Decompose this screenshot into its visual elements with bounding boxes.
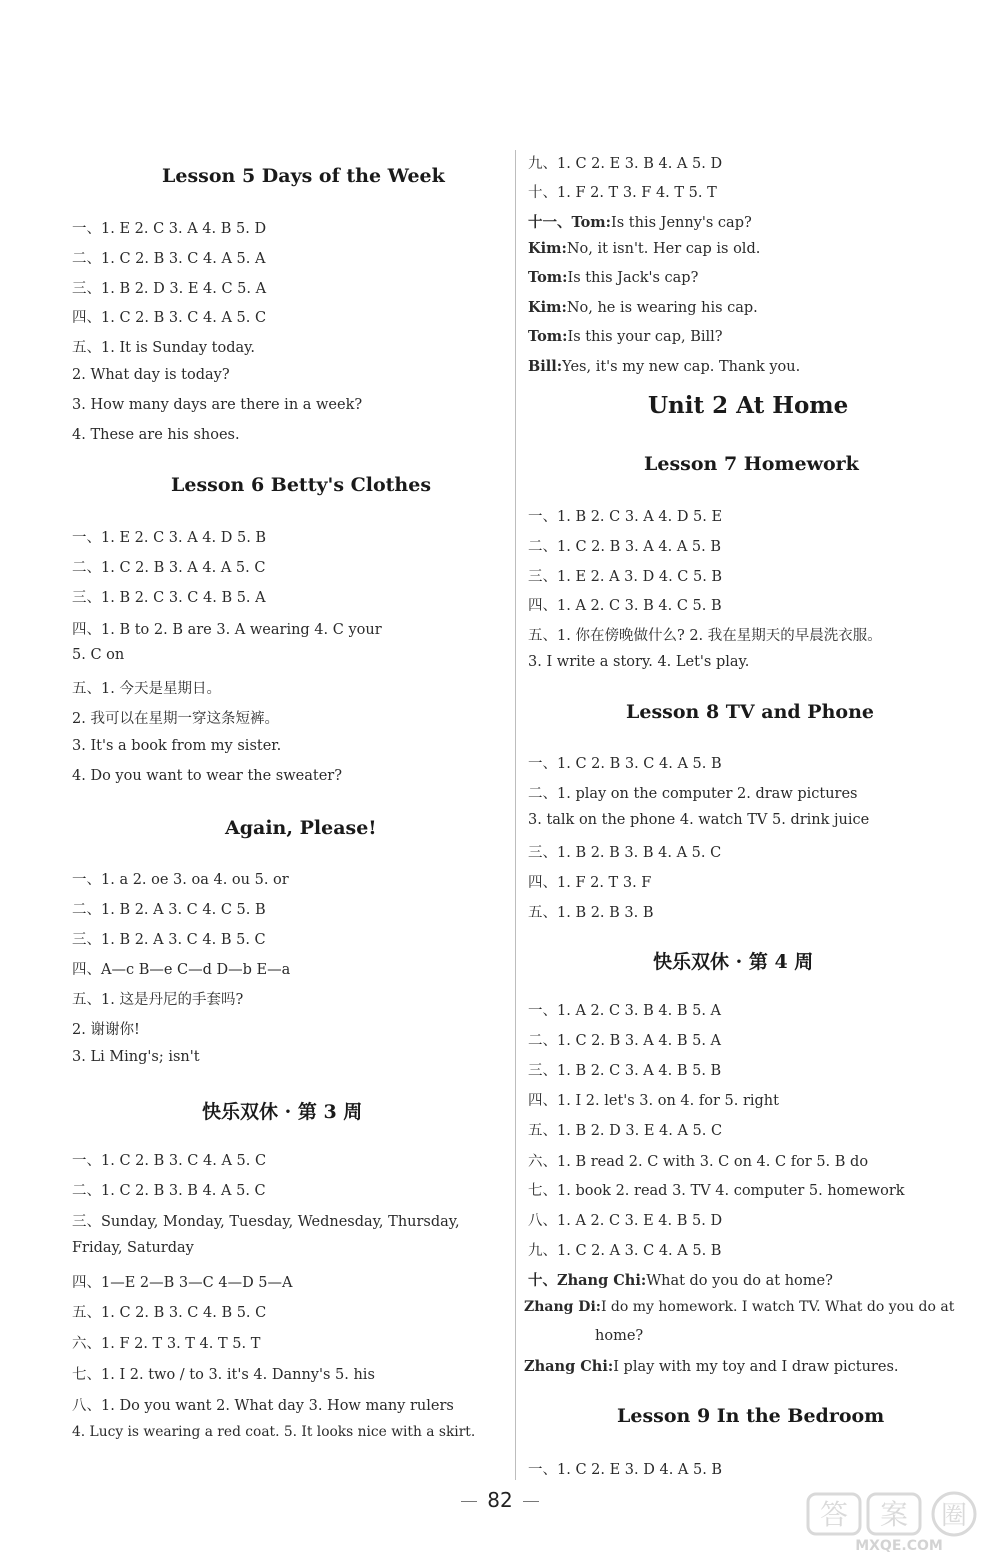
dialog-text: home? — [595, 1328, 644, 1344]
dialog-line — [528, 358, 800, 375]
answer-line: 四、A—c B—e C—d D—b E—a — [72, 962, 291, 978]
lesson5-title: Lesson 5 Days of the Week — [162, 165, 445, 187]
answer-line: 八、1. A 2. C 3. E 4. B 5. D — [528, 1213, 723, 1229]
dialog-text: I play with my toy and I draw pictures. — [613, 1359, 899, 1375]
dialog-line — [528, 240, 760, 257]
lesson9-title: Lesson 9 In the Bedroom — [617, 1405, 885, 1427]
answer-line: 二、1. C 2. B 3. B 4. A 5. C — [72, 1183, 266, 1199]
dialog-text: No, he is wearing his cap. — [566, 300, 758, 316]
answer-line: 八、1. Do you want 2. What day 3. How many rulers — [72, 1398, 454, 1414]
dash-decoration — [461, 1501, 477, 1502]
dialog-text: Is this your cap, Bill? — [567, 329, 723, 345]
answer-line: 三、1. B 2. B 3. B 4. A 5. C — [528, 845, 722, 861]
answer-line: 一、1. C 2. B 3. C 4. A 5. B — [528, 756, 722, 772]
answer-line: 一、1. a 2. oe 3. oa 4. ou 5. or — [72, 872, 289, 888]
answer-line: 四、1. I 2. let's 3. on 4. for 5. right — [528, 1093, 779, 1109]
answer-line: 2. 我可以在星期一穿这条短裤。 — [72, 711, 279, 727]
answer-line: 3. How many days are there in a week? — [72, 397, 363, 413]
answer-line: 七、1. book 2. read 3. TV 4. computer 5. homework — [528, 1183, 905, 1199]
answer-line: 4. These are his shoes. — [72, 427, 240, 443]
answer-line: 三、1. B 2. D 3. E 4. C 5. A — [72, 281, 267, 297]
dialog-line — [528, 299, 758, 316]
dialog-line — [524, 1299, 954, 1315]
answer-line: 二、1. play on the computer 2. draw pictures — [528, 786, 858, 802]
svg-text:MXQE.COM: MXQE.COM — [855, 1538, 943, 1554]
answer-line: 5. C on — [72, 647, 125, 663]
answer-line: 二、1. C 2. B 3. A 4. B 5. A — [528, 1033, 722, 1049]
dash-decoration — [523, 1501, 539, 1502]
answer-line: 2. 谢谢你! — [72, 1022, 140, 1038]
week3-title: 快乐双休 · 第 3 周 — [202, 1101, 363, 1123]
watermark-logo-icon — [804, 1490, 994, 1554]
speaker: 十一、Tom: — [528, 214, 611, 231]
answer-line: 二、1. C 2. B 3. C 4. A 5. A — [72, 251, 266, 267]
answer-line: 四、1—E 2—B 3—C 4—D 5—A — [72, 1275, 293, 1291]
answer-line: 五、1. 今天是星期日。 — [72, 681, 221, 697]
dialog-text: Is this Jenny's cap? — [611, 215, 752, 231]
answer-line: 五、1. B 2. B 3. B — [528, 905, 654, 921]
dialog-text: Yes, it's my new cap. Thank you. — [562, 359, 801, 375]
dialog-line — [528, 269, 698, 286]
answer-line: 3. I write a story. 4. Let's play. — [528, 654, 750, 670]
answer-line: 二、1. C 2. B 3. A 4. A 5. C — [72, 560, 266, 576]
svg-text:案: 案 — [879, 1498, 909, 1531]
answer-line: 一、1. E 2. C 3. A 4. D 5. B — [72, 530, 267, 546]
dialog-line — [528, 328, 723, 345]
answer-line: 二、1. B 2. A 3. C 4. C 5. B — [72, 902, 266, 918]
answer-line: 六、1. B read 2. C with 3. C on 4. C for 5. B do — [528, 1154, 869, 1170]
speaker: Zhang Di: — [524, 1299, 601, 1315]
lesson7-title: Lesson 7 Homework — [644, 453, 859, 475]
answer-line: 十、1. F 2. T 3. F 4. T 5. T — [528, 185, 717, 201]
column-divider — [515, 150, 516, 1480]
unit2-title: Unit 2 At Home — [648, 392, 849, 419]
answer-line: 五、1. It is Sunday today. — [72, 340, 255, 356]
answer-line: 一、1. C 2. E 3. D 4. A 5. B — [528, 1462, 723, 1478]
speaker: Kim: — [528, 240, 567, 257]
answer-line: 四、1. F 2. T 3. F — [528, 875, 652, 891]
answer-line: 3. Li Ming's; isn't — [72, 1049, 200, 1065]
dialog-line — [528, 1269, 833, 1290]
answer-line: 三、1. B 2. A 3. C 4. B 5. C — [72, 932, 266, 948]
answer-line: 一、1. E 2. C 3. A 4. B 5. D — [72, 221, 267, 237]
speaker: Kim: — [528, 299, 567, 316]
svg-text:圈: 圈 — [940, 1501, 968, 1531]
speaker: Bill: — [528, 358, 563, 375]
answer-line: 五、1. C 2. B 3. C 4. B 5. C — [72, 1305, 267, 1321]
answer-line: 五、1. B 2. D 3. E 4. A 5. C — [528, 1123, 723, 1139]
answer-line: 三、1. B 2. C 3. C 4. B 5. A — [72, 590, 266, 606]
answer-line: 2. What day is today? — [72, 367, 230, 383]
answer-line: 五、1. 这是丹尼的手套吗? — [72, 992, 244, 1008]
dialog-line — [524, 1358, 899, 1375]
dialog-line — [528, 211, 752, 232]
answer-line: 3. talk on the phone 4. watch TV 5. drink juice — [528, 812, 870, 828]
speaker: Zhang Chi: — [524, 1358, 614, 1375]
answer-line: 一、1. B 2. C 3. A 4. D 5. E — [528, 509, 723, 525]
answer-line: 六、1. F 2. T 3. T 4. T 5. T — [72, 1336, 261, 1352]
answer-line: 四、1. A 2. C 3. B 4. C 5. B — [528, 598, 722, 614]
answer-line: 五、1. 你在傍晚做什么? 2. 我在星期天的早晨洗衣服。 — [528, 628, 882, 644]
answer-line: 三、1. B 2. C 3. A 4. B 5. B — [528, 1063, 722, 1079]
answer-line: 一、1. C 2. B 3. C 4. A 5. C — [72, 1153, 267, 1169]
week4-title: 快乐双休 · 第 4 周 — [653, 951, 814, 973]
lesson8-title: Lesson 8 TV and Phone — [626, 701, 874, 723]
answer-line: 一、1. A 2. C 3. B 4. B 5. A — [528, 1003, 722, 1019]
page-number — [440, 1488, 560, 1512]
answer-line: 九、1. C 2. E 3. B 4. A 5. D — [528, 156, 723, 172]
answer-line: 三、Sunday, Monday, Tuesday, Wednesday, Thursday, — [72, 1214, 460, 1230]
dialog-text: I do my homework. I watch TV. What do you do at — [600, 1299, 955, 1315]
dialog-line — [595, 1328, 643, 1344]
lesson6-title: Lesson 6 Betty's Clothes — [171, 474, 432, 496]
answer-line: 四、1. B to 2. B are 3. A wearing 4. C your — [72, 622, 382, 638]
page-number-text: 82 — [487, 1488, 513, 1512]
answer-line: 4. Lucy is wearing a red coat. 5. It looks nice with a skirt. — [72, 1424, 476, 1440]
answer-line: 七、1. I 2. two / to 3. it's 4. Danny's 5. his — [72, 1367, 375, 1383]
dialog-text: Is this Jack's cap? — [567, 270, 699, 286]
answer-line: 4. Do you want to wear the sweater? — [72, 768, 342, 784]
answer-line: 3. It's a book from my sister. — [72, 738, 282, 754]
answer-line: Friday, Saturday — [72, 1240, 194, 1256]
answer-line: 二、1. C 2. B 3. A 4. A 5. B — [528, 539, 722, 555]
speaker: 十、Zhang Chi: — [528, 1272, 647, 1289]
answer-line: 九、1. C 2. A 3. C 4. A 5. B — [528, 1243, 722, 1259]
answer-line: 四、1. C 2. B 3. C 4. A 5. C — [72, 310, 267, 326]
speaker: Tom: — [528, 269, 568, 286]
speaker: Tom: — [528, 328, 568, 345]
dialog-text: What do you do at home? — [646, 1273, 833, 1289]
dialog-text: No, it isn't. Her cap is old. — [566, 241, 761, 257]
answer-line: 三、1. E 2. A 3. D 4. C 5. B — [528, 569, 723, 585]
svg-text:答: 答 — [819, 1498, 849, 1531]
again-please-title: Again, Please! — [225, 817, 377, 839]
